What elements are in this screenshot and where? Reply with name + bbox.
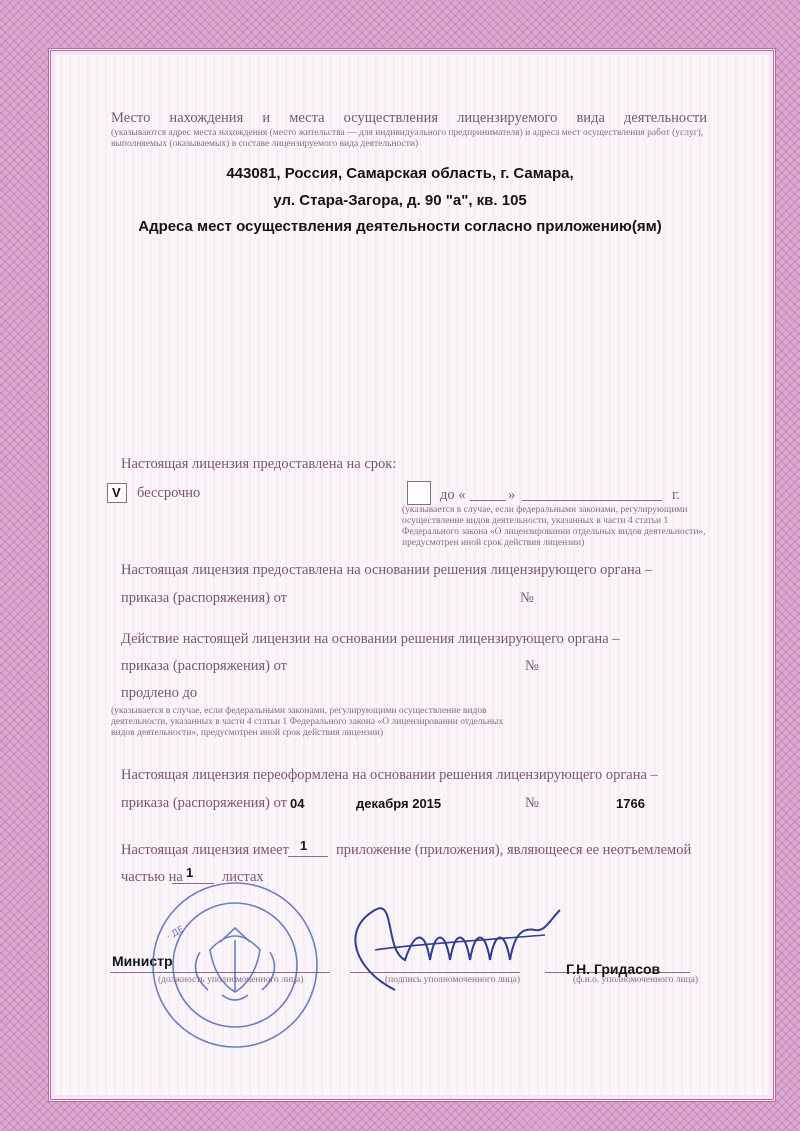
location-note: (указываются адрес места нахождения (место жительства — для индивидуального предпринимателя) и адреса мест осуществления работ (услуг), выполняемых (оказываемых) в составе лицензируемого вида деятельности) [111, 128, 704, 149]
until-checkbox [407, 481, 431, 505]
position-caption: (должность уполномоченного лица) [158, 975, 304, 985]
reissue-line-1: Настоящая лицензия переоформлена на основании решения лицензирующего органа – [121, 767, 658, 783]
term-note: (указывается в случае, если федеральными законами, регулирующими осуществление видов деятельности, указанных в части 4 статьи 1 Федерального закона «О лицензировании отдельных видов деятельности», предусмотрен иной срок действия лицензии) [402, 505, 706, 548]
reissue-month-year: декабря 2015 [356, 796, 442, 811]
extension-note: (указывается в случае, если федеральными законами, регулирующими осуществление видов деятельности, указанных в части 4 статьи 1 Федерального закона «О лицензировании отдельных видов деятельности», предусмотрен иной срок действия лицензии) [111, 706, 504, 738]
name-caption: (ф.и.о. уполномоченного лица) [573, 975, 699, 985]
unlimited-label: бессрочно [137, 485, 201, 501]
appendix-sheets: 1 [186, 865, 194, 880]
appendix-text-b: приложение (приложения), являющееся ее неотъемлемой [336, 842, 692, 858]
official-seal-icon [150, 880, 320, 1050]
appendix-count-line [288, 856, 328, 857]
appendix-count: 1 [300, 838, 308, 853]
appendix-text-c: частью на [121, 869, 183, 885]
extension-number-sign: № [525, 658, 539, 674]
extended-to-label: продлено до [121, 685, 198, 701]
signer-name: Г.Н. Гридасов [566, 961, 661, 977]
reissue-day: 04 [290, 796, 305, 811]
term-label: Настоящая лицензия предоставлена на срок: [121, 456, 397, 472]
extension-line-1: Действие настоящей лицензии на основании решения лицензирующего органа – [121, 631, 620, 647]
location-heading: Место нахождения и места осуществления лицензируемого вида деятельности [111, 110, 707, 126]
until-prefix: до « [440, 487, 466, 503]
appendix-text-a: Настоящая лицензия имеет [121, 842, 289, 858]
until-suffix: г. [672, 487, 680, 503]
reissue-number: 1766 [616, 796, 645, 811]
signature-caption: (подпись уполномоченного лица) [385, 975, 521, 985]
check-mark: V [112, 485, 121, 500]
address-line-1: 443081, Россия, Самарская область, г. Самара, [226, 165, 574, 182]
address-line-2: ул. Стара-Загора, д. 90 "а", кв. 105 [273, 192, 527, 209]
basis-line-2: приказа (распоряжения) от [121, 590, 287, 606]
address-line-3: Адреса мест осуществления деятельности согласно приложению(ям) [138, 218, 662, 235]
handwritten-signature [335, 890, 565, 1000]
reissue-number-sign: № [525, 795, 539, 811]
extension-line-2: приказа (распоряжения) от [121, 658, 287, 674]
signer-position: Министр [112, 953, 173, 969]
reissue-line-2: приказа (распоряжения) от [121, 795, 287, 811]
basis-line-1: Настоящая лицензия предоставлена на основании решения лицензирующего органа – [121, 562, 653, 578]
unlimited-checkbox [107, 483, 127, 503]
appendix-text-d: листах [222, 869, 264, 885]
until-mid: » [508, 487, 516, 503]
until-month-line [522, 500, 662, 501]
until-day-line [470, 500, 506, 501]
basis-number-sign: № [520, 590, 534, 606]
svg-text:· ДЕ ·: · ДЕ · [165, 921, 191, 943]
